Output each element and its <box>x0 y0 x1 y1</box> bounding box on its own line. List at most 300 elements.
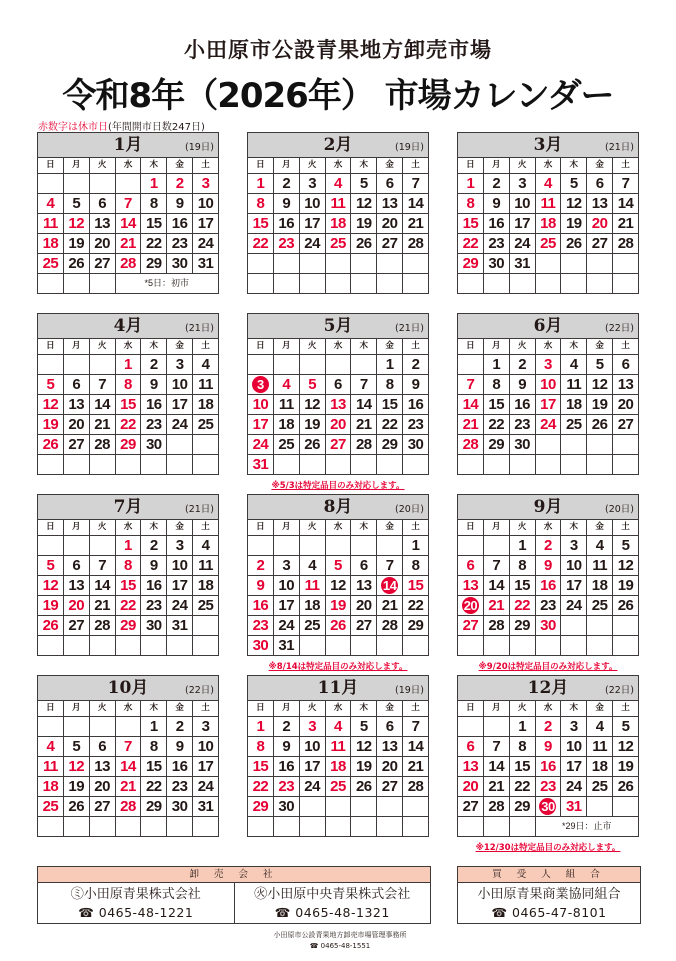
weekday-label: 木 <box>141 339 167 355</box>
holiday-day: 26 <box>38 435 64 455</box>
empty-day <box>299 355 325 375</box>
market-day: 5 <box>351 717 377 737</box>
holiday-day: 25 <box>325 777 351 797</box>
market-day: 25 <box>587 777 613 797</box>
company-name: ㊋小田原中央青果株式会社 <box>254 887 411 902</box>
market-day: 13 <box>377 194 403 214</box>
empty-day <box>458 455 484 475</box>
market-day: 31 <box>193 797 219 817</box>
empty-day <box>38 355 64 375</box>
market-day: 10 <box>561 556 587 576</box>
weekday-label: 土 <box>403 520 429 536</box>
market-day: 18 <box>273 415 299 435</box>
holiday-day: 29 <box>115 616 141 636</box>
holiday-day: 3 <box>193 174 219 194</box>
market-day: 20 <box>377 214 403 234</box>
market-day: 27 <box>613 415 639 435</box>
market-day: 28 <box>483 797 509 817</box>
market-day: 4 <box>193 536 219 556</box>
market-day: 19 <box>613 576 639 596</box>
holiday-day: 4 <box>325 174 351 194</box>
market-day: 27 <box>587 234 613 254</box>
market-day: 6 <box>377 174 403 194</box>
market-day: 3 <box>299 174 325 194</box>
empty-day <box>273 455 299 475</box>
weekday-label: 金 <box>377 520 403 536</box>
market-day: 7 <box>483 556 509 576</box>
holiday-day: 16 <box>535 576 561 596</box>
weekday-label: 土 <box>193 701 219 717</box>
holiday-day: 18 <box>38 777 64 797</box>
market-day: 7 <box>613 174 639 194</box>
market-day: 12 <box>299 395 325 415</box>
holiday-day: 11 <box>38 214 64 234</box>
special-day <box>458 596 484 616</box>
month-header <box>458 133 639 158</box>
weekday-label: 金 <box>167 701 193 717</box>
market-day: 8 <box>403 556 429 576</box>
empty-day <box>561 435 587 455</box>
special-day <box>377 576 403 596</box>
empty-day <box>273 274 299 294</box>
empty-day <box>351 455 377 475</box>
market-day: 21 <box>613 214 639 234</box>
month-name: 10月 <box>107 678 149 698</box>
weekday-label: 日 <box>38 339 64 355</box>
market-day: 23 <box>141 415 167 435</box>
market-day: 23 <box>167 234 193 254</box>
weekday-label: 水 <box>325 520 351 536</box>
open-days-count: (20日) <box>394 504 424 515</box>
empty-day <box>613 274 639 294</box>
holiday-day: 29 <box>458 254 484 274</box>
holiday-day: 10 <box>248 395 274 415</box>
holiday-day: 15 <box>115 576 141 596</box>
holiday-day: 8 <box>115 375 141 395</box>
special-day-circle: 3 <box>252 376 269 393</box>
empty-day <box>561 254 587 274</box>
weekday-label: 火 <box>299 701 325 717</box>
empty-day <box>115 717 141 737</box>
empty-day <box>561 274 587 294</box>
market-day: 26 <box>587 415 613 435</box>
empty-day <box>403 636 429 656</box>
legend-open-days: (年間開市日数247日) <box>108 122 205 133</box>
market-day: 2 <box>483 174 509 194</box>
weekday-label: 火 <box>299 339 325 355</box>
holiday-day: 17 <box>535 395 561 415</box>
market-day: 22 <box>403 596 429 616</box>
empty-day <box>325 455 351 475</box>
market-day: 10 <box>299 737 325 757</box>
empty-day <box>63 174 89 194</box>
market-day: 15 <box>509 757 535 777</box>
market-day: 31 <box>167 616 193 636</box>
weekday-label: 火 <box>89 339 115 355</box>
market-day: 25 <box>193 415 219 435</box>
holiday-day: 2 <box>248 556 274 576</box>
market-day: 5 <box>587 355 613 375</box>
special-items-note: ※9/20は特定品目のみ対応します。 <box>478 662 618 672</box>
market-day: 3 <box>561 536 587 556</box>
market-day: 16 <box>273 757 299 777</box>
empty-day <box>63 355 89 375</box>
market-day: 19 <box>613 757 639 777</box>
holiday-day: 30 <box>248 636 274 656</box>
market-day: 4 <box>299 556 325 576</box>
month-calendar <box>247 675 429 837</box>
weekday-label: 日 <box>38 158 64 174</box>
market-day: 13 <box>89 757 115 777</box>
holiday-day: 24 <box>535 415 561 435</box>
market-day: 16 <box>403 395 429 415</box>
market-day: 13 <box>89 214 115 234</box>
market-day: 15 <box>141 757 167 777</box>
market-day: 26 <box>63 797 89 817</box>
holiday-day: 12 <box>63 757 89 777</box>
holiday-day: 27 <box>458 616 484 636</box>
empty-day <box>458 274 484 294</box>
empty-day <box>403 455 429 475</box>
empty-day <box>458 817 484 837</box>
holiday-day: 13 <box>325 395 351 415</box>
market-day: 14 <box>89 576 115 596</box>
holiday-day: 11 <box>299 576 325 596</box>
holiday-day: 11 <box>325 737 351 757</box>
empty-day <box>273 536 299 556</box>
weekday-label: 金 <box>587 158 613 174</box>
month-calendar <box>37 675 219 837</box>
empty-day <box>351 636 377 656</box>
holiday-day: 4 <box>273 375 299 395</box>
holiday-day: 14 <box>458 395 484 415</box>
market-day: 29 <box>483 435 509 455</box>
empty-day <box>38 817 64 837</box>
market-day: 28 <box>377 616 403 636</box>
market-day: 17 <box>193 757 219 777</box>
empty-day <box>325 817 351 837</box>
market-day: 27 <box>458 797 484 817</box>
open-days-count: (20日) <box>604 504 634 515</box>
holiday-day: 19 <box>325 596 351 616</box>
holiday-day: 22 <box>248 234 274 254</box>
empty-day <box>483 536 509 556</box>
empty-day <box>325 636 351 656</box>
weekday-label: 土 <box>403 339 429 355</box>
holiday-day: 22 <box>248 777 274 797</box>
market-day: 17 <box>167 395 193 415</box>
market-day: 3 <box>561 717 587 737</box>
weekday-label: 日 <box>38 520 64 536</box>
market-day: 5 <box>613 717 639 737</box>
market-day: 30 <box>509 435 535 455</box>
holiday-day: 14 <box>115 757 141 777</box>
market-day: 17 <box>561 576 587 596</box>
market-day: 21 <box>403 757 429 777</box>
empty-day <box>89 717 115 737</box>
weekday-label: 金 <box>167 158 193 174</box>
empty-day <box>89 817 115 837</box>
weekday-label: 土 <box>193 520 219 536</box>
market-day: 20 <box>613 395 639 415</box>
market-day: 24 <box>167 596 193 616</box>
empty-day <box>38 174 64 194</box>
market-day: 17 <box>561 757 587 777</box>
empty-day <box>613 455 639 475</box>
holiday-day: 10 <box>535 375 561 395</box>
market-day: 14 <box>351 395 377 415</box>
special-day <box>535 797 561 817</box>
holiday-day: 9 <box>248 576 274 596</box>
weekday-label: 土 <box>403 701 429 717</box>
market-day: 12 <box>613 737 639 757</box>
month-name: 7月 <box>113 497 143 517</box>
market-day: 8 <box>141 737 167 757</box>
market-day: 9 <box>509 375 535 395</box>
weekday-label: 火 <box>89 701 115 717</box>
market-day: 19 <box>351 757 377 777</box>
holiday-day: 22 <box>115 415 141 435</box>
weekday-label: 土 <box>193 339 219 355</box>
market-day: 23 <box>167 777 193 797</box>
weekday-label: 金 <box>587 701 613 717</box>
weekday-label: 金 <box>587 520 613 536</box>
holiday-day: 1 <box>248 717 274 737</box>
weekday-label: 水 <box>535 158 561 174</box>
empty-day <box>587 797 613 817</box>
calendar-note: *5日：初市 <box>115 274 218 294</box>
market-day: 14 <box>483 757 509 777</box>
empty-day <box>509 817 535 837</box>
month-calendar <box>457 313 639 475</box>
market-day: 14 <box>89 395 115 415</box>
market-day: 16 <box>167 757 193 777</box>
company-1 <box>38 883 234 923</box>
open-days-count: (21日) <box>604 142 634 153</box>
buyers-heading: 買 受 人 組 合 <box>458 867 640 883</box>
empty-day <box>561 616 587 636</box>
weekday-label: 水 <box>325 158 351 174</box>
market-day: 24 <box>561 596 587 616</box>
market-day: 10 <box>193 737 219 757</box>
market-day: 20 <box>351 596 377 616</box>
market-day: 29 <box>403 616 429 636</box>
holiday-day: 28 <box>458 435 484 455</box>
weekday-label: 日 <box>458 520 484 536</box>
market-day: 21 <box>403 214 429 234</box>
empty-day <box>248 817 274 837</box>
holiday-day: 15 <box>115 395 141 415</box>
holiday-day: 9 <box>535 556 561 576</box>
weekday-label: 月 <box>483 520 509 536</box>
empty-day <box>377 455 403 475</box>
empty-day <box>351 536 377 556</box>
market-day: 18 <box>193 576 219 596</box>
office-phone: ☎ 0465-48-1551 <box>309 942 371 950</box>
holiday-day: 31 <box>561 797 587 817</box>
weekday-label: 月 <box>273 158 299 174</box>
holiday-day: 24 <box>248 435 274 455</box>
empty-day <box>351 254 377 274</box>
market-day: 26 <box>63 254 89 274</box>
weekday-label: 木 <box>561 158 587 174</box>
empty-day <box>535 274 561 294</box>
holiday-day: 7 <box>115 737 141 757</box>
phone-number: ☎ 0465-48-1221 <box>78 905 194 920</box>
empty-day <box>299 797 325 817</box>
market-day: 8 <box>483 375 509 395</box>
market-day: 31 <box>193 254 219 274</box>
holiday-day: 7 <box>115 194 141 214</box>
buyers-box <box>457 866 641 924</box>
market-day: 9 <box>167 194 193 214</box>
market-day: 19 <box>63 234 89 254</box>
company-name: ㋯小田原青果株式会社 <box>70 887 201 902</box>
weekday-label: 金 <box>377 701 403 717</box>
market-day: 2 <box>403 355 429 375</box>
holiday-day: 28 <box>115 254 141 274</box>
month-calendar <box>457 494 639 672</box>
market-day: 23 <box>483 234 509 254</box>
holiday-day: 11 <box>38 757 64 777</box>
empty-day <box>299 455 325 475</box>
special-day-circle: 20 <box>463 598 478 613</box>
market-day: 30 <box>141 616 167 636</box>
holiday-day: 1 <box>141 174 167 194</box>
market-day: 9 <box>273 737 299 757</box>
holiday-day: 13 <box>458 576 484 596</box>
market-day: 17 <box>509 214 535 234</box>
empty-day <box>89 174 115 194</box>
legend-red-text: 赤数字は休市日 <box>38 122 108 133</box>
empty-day <box>483 636 509 656</box>
market-day: 18 <box>561 395 587 415</box>
empty-day <box>587 455 613 475</box>
weekday-label: 日 <box>458 339 484 355</box>
market-day: 10 <box>167 375 193 395</box>
weekday-label: 木 <box>141 158 167 174</box>
month-name: 8月 <box>323 497 353 517</box>
market-day: 16 <box>141 395 167 415</box>
empty-day <box>167 636 193 656</box>
holiday-day: 31 <box>248 455 274 475</box>
empty-day <box>613 616 639 636</box>
holiday-day: 22 <box>509 596 535 616</box>
holiday-day: 9 <box>535 737 561 757</box>
holiday-day: 3 <box>299 717 325 737</box>
empty-day <box>167 817 193 837</box>
weekday-label: 金 <box>377 158 403 174</box>
holiday-day: 5 <box>38 375 64 395</box>
weekday-label: 土 <box>613 701 639 717</box>
market-day: 29 <box>509 616 535 636</box>
weekday-label: 日 <box>248 520 274 536</box>
empty-day <box>351 355 377 375</box>
holiday-day: 15 <box>248 757 274 777</box>
weekday-label: 水 <box>325 701 351 717</box>
market-day: 17 <box>299 214 325 234</box>
special-day-circle: 30 <box>541 799 555 814</box>
empty-day <box>193 817 219 837</box>
market-day: 15 <box>377 395 403 415</box>
holiday-day: 1 <box>248 174 274 194</box>
market-day: 15 <box>509 576 535 596</box>
market-day: 17 <box>299 757 325 777</box>
empty-day <box>325 797 351 817</box>
holiday-day: 15 <box>248 214 274 234</box>
market-day: 16 <box>483 214 509 234</box>
market-day: 29 <box>141 254 167 274</box>
empty-day <box>483 817 509 837</box>
month-calendar <box>457 675 639 853</box>
weekday-label: 水 <box>325 339 351 355</box>
empty-day <box>248 274 274 294</box>
empty-day <box>351 797 377 817</box>
market-day: 17 <box>273 596 299 616</box>
empty-day <box>193 455 219 475</box>
holiday-day: 18 <box>535 214 561 234</box>
market-day: 19 <box>299 415 325 435</box>
market-day: 28 <box>351 435 377 455</box>
empty-day <box>587 254 613 274</box>
holiday-day: 4 <box>325 717 351 737</box>
special-items-note: ※8/14は特定品目のみ対応します。 <box>268 662 408 672</box>
market-day: 7 <box>89 375 115 395</box>
market-day: 4 <box>193 355 219 375</box>
empty-day <box>299 636 325 656</box>
market-day: 21 <box>483 777 509 797</box>
empty-day <box>167 435 193 455</box>
market-day: 11 <box>273 395 299 415</box>
open-days-count: (22日) <box>604 685 634 696</box>
market-day: 6 <box>613 355 639 375</box>
empty-day <box>38 636 64 656</box>
empty-day <box>141 636 167 656</box>
holiday-day: 12 <box>63 214 89 234</box>
empty-day <box>115 174 141 194</box>
market-day: 12 <box>351 194 377 214</box>
open-days-count: (22日) <box>184 685 214 696</box>
market-day: 2 <box>273 174 299 194</box>
empty-day <box>325 274 351 294</box>
month-name: 11月 <box>317 678 359 698</box>
holiday-day: 17 <box>248 415 274 435</box>
weekday-label: 火 <box>509 520 535 536</box>
empty-day <box>509 636 535 656</box>
buyers-union <box>458 883 640 923</box>
holiday-day: 26 <box>38 616 64 636</box>
weekday-label: 月 <box>483 158 509 174</box>
company-name: 小田原青果商業協同組合 <box>477 887 621 902</box>
weekday-label: 木 <box>351 701 377 717</box>
market-day: 6 <box>377 717 403 737</box>
market-day: 9 <box>403 375 429 395</box>
weekday-label: 土 <box>613 520 639 536</box>
market-day: 12 <box>561 194 587 214</box>
weekday-label: 木 <box>351 158 377 174</box>
market-day: 10 <box>193 194 219 214</box>
holiday-day: 20 <box>325 415 351 435</box>
market-day: 14 <box>403 194 429 214</box>
market-day: 18 <box>299 596 325 616</box>
month-name: 4月 <box>113 316 143 336</box>
holiday-day: 18 <box>325 214 351 234</box>
empty-day <box>63 455 89 475</box>
market-day: 26 <box>561 234 587 254</box>
empty-day <box>141 455 167 475</box>
market-day: 10 <box>509 194 535 214</box>
market-day: 10 <box>299 194 325 214</box>
